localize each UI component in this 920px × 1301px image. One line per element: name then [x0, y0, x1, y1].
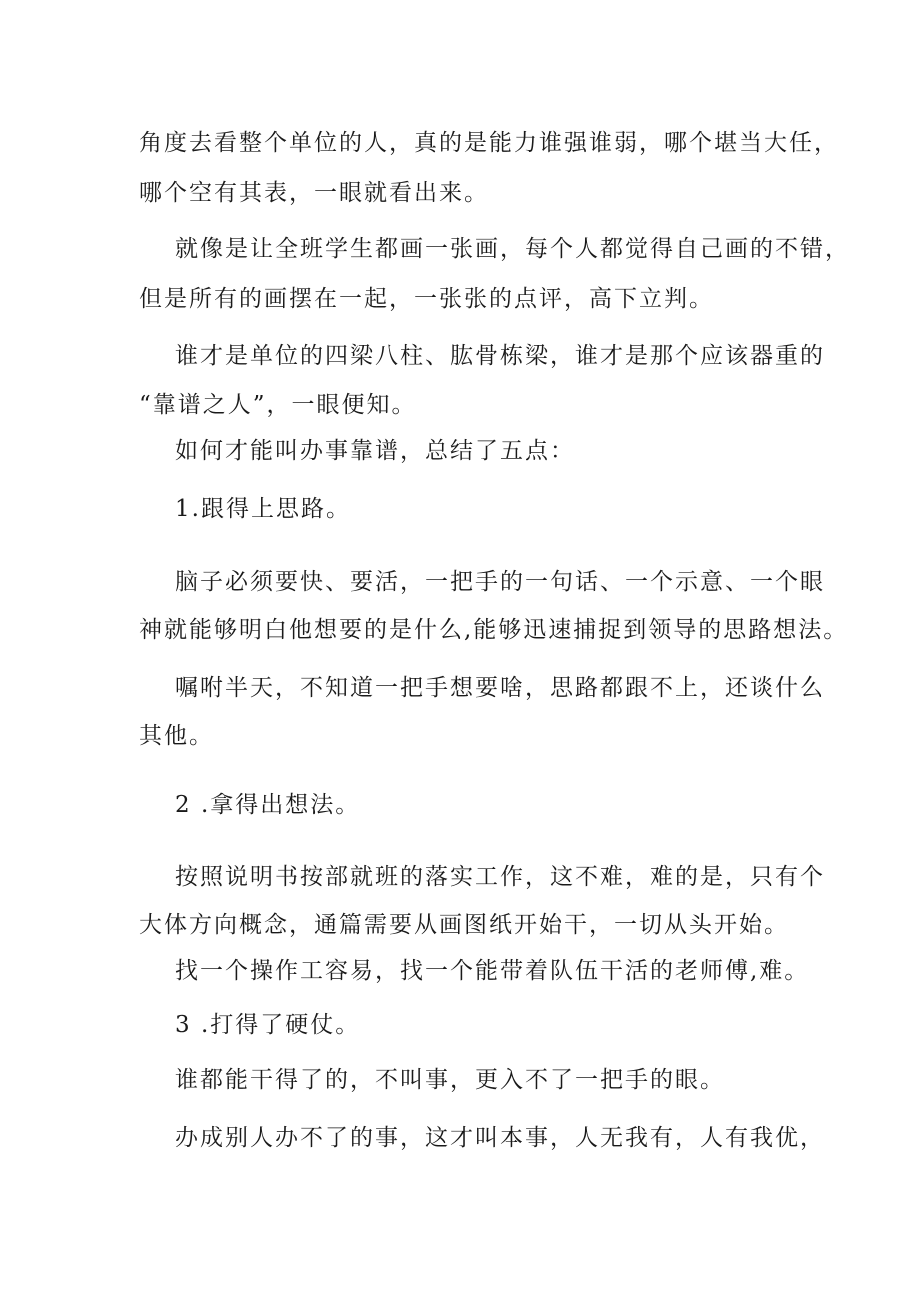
text-line: 脑子必须要快、要活，一把手的一句话、一个示意、一个眼	[175, 569, 825, 595]
text-line: 嘱咐半天，不知道一把手想要啥，思路都跟不上，还谈什么	[175, 675, 825, 701]
text-line: 就像是让全班学生都画一张画，每个人都觉得自己画的不错，	[175, 236, 850, 262]
text-line: “靠谱之人”，一眼便知。	[139, 392, 417, 418]
text-line: 按照说明书按部就班的落实工作，这不难，难的是，只有个	[175, 864, 825, 890]
text-line: 大体方向概念，通篇需要从画图纸开始干，一切从头开始。	[139, 912, 789, 938]
text-line: 其他。	[139, 723, 214, 749]
text-line: 角度去看整个单位的人，真的是能力谁强谁弱，哪个堪当大任，	[139, 130, 839, 156]
text-line: 谁才是单位的四梁八柱、肱骨栋梁，谁才是那个应该器重的	[175, 343, 825, 369]
text-line: 办成别人办不了的事，这才叫本事，人无我有，人有我优，	[175, 1125, 825, 1151]
list-heading: 1.跟得上思路。	[175, 496, 351, 522]
text-line: 哪个空有其表，一眼就看出来。	[139, 180, 489, 206]
text-line: 神就能够明白他想要的是什么,能够迅速捕捉到领导的思路想法。	[139, 617, 849, 643]
list-heading: 3 .打得了硬仗。	[175, 1012, 361, 1038]
list-heading: 2 .拿得出想法。	[175, 792, 361, 818]
text-line: 找一个操作工容易，找一个能带着队伍干活的老师傅,难。	[175, 958, 810, 984]
text-line: 如何才能叫办事靠谱，总结了五点：	[175, 438, 575, 464]
text-line: 但是所有的画摆在一起，一张张的点评，高下立判。	[139, 286, 714, 312]
text-line: 谁都能干得了的，不叫事，更入不了一把手的眼。	[175, 1067, 725, 1093]
